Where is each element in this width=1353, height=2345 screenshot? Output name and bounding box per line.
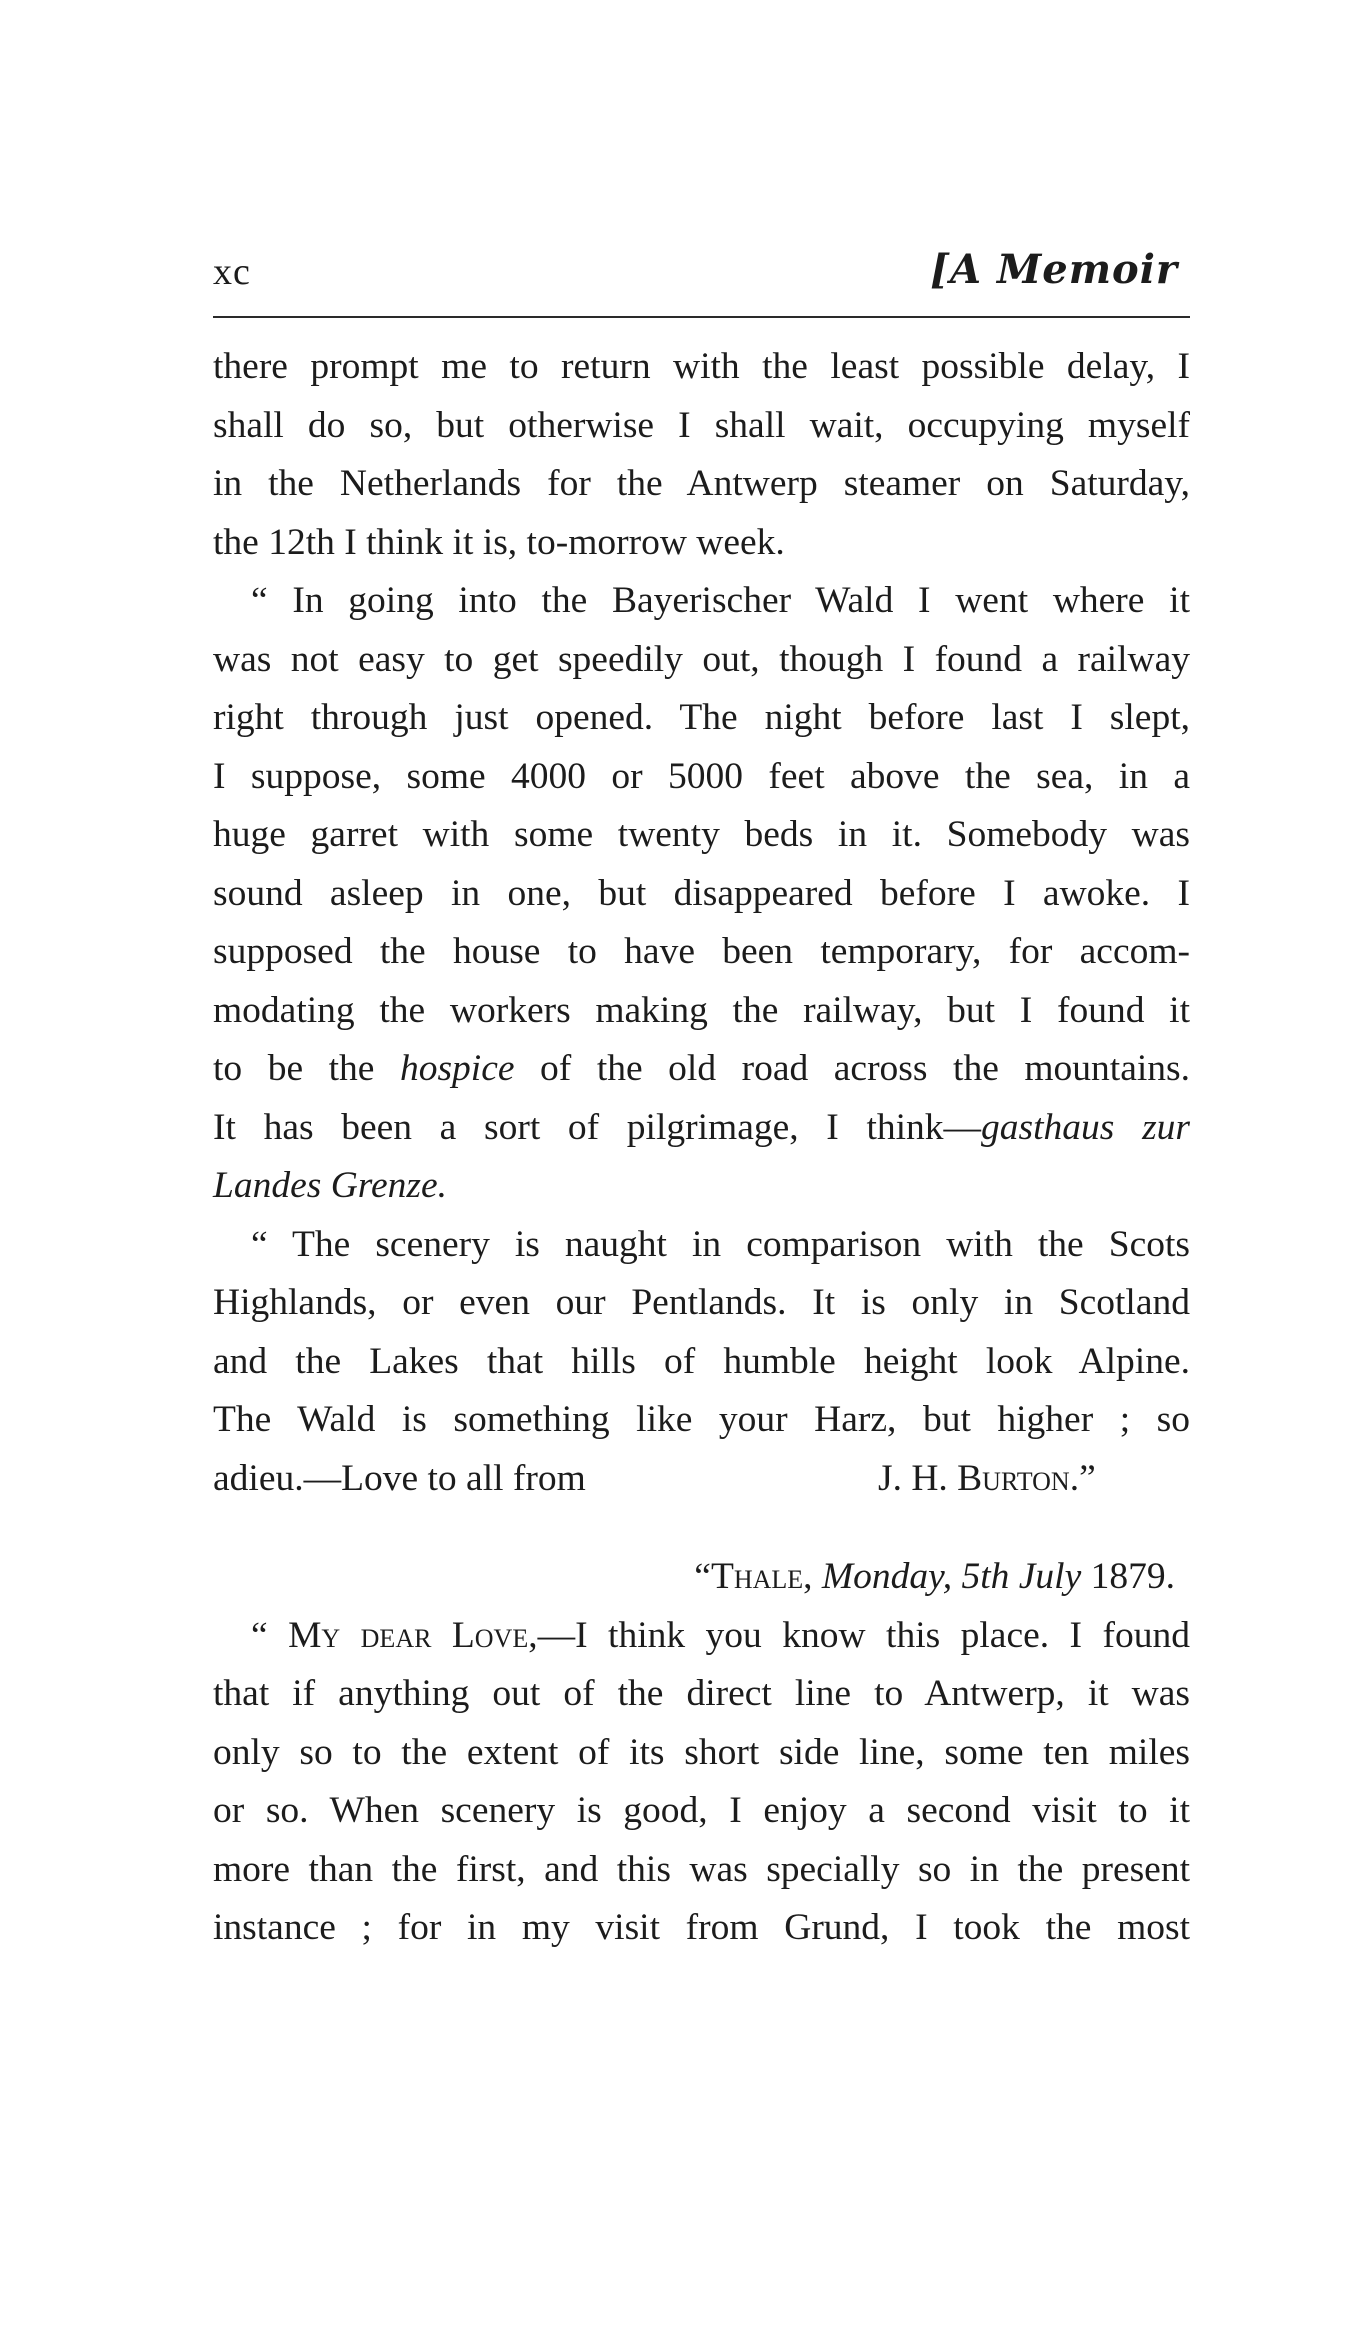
text-line: to be the hospice of the old road across the mountains. [213,1048,1190,1089]
text-line: adieu.—Love to all from J. H. Burton.” [213,1450,1190,1509]
text-line: It has been a sort of pilgrimage, I think—gasthaus zur [213,1106,1191,1148]
text-line: “ In going into the Bayerischer Wald I went where it [251,580,1190,621]
text-line: only so to the extent of its short side line, some ten miles [213,1731,1190,1773]
text-line: sound asleep in one, but disappeared before I awoke. I [213,872,1190,914]
text-line: that if anything out of the direct line to Antwerp, it was [213,1673,1190,1714]
header-rule [213,316,1190,318]
italic-term: hospice [399,1048,515,1089]
signature: J. H. Burton.” [878,1457,1096,1499]
italic-term: gasthaus zur [981,1106,1191,1148]
text-line: “ The scenery is naught in comparison with the Scots [251,1223,1190,1265]
text-line: and the Lakes that hills of humble height look Alpine. [213,1340,1190,1382]
dateline: “Thale, Monday, 5th July 1879. [694,1556,1175,1597]
text-line: right through just opened. The night before last I slept, [213,697,1190,738]
text-line: more than the first, and this was specially so in the present [213,1848,1190,1890]
text-line: in the Netherlands for the Antwerp steamer on Saturday, [213,463,1190,504]
text-line: modating the workers making the railway, but I found it [213,989,1190,1031]
salutation: My dear Love, [288,1614,538,1656]
text-line: “ My dear Love,—I think you know this place. I found [251,1614,1190,1656]
letter-text [213,338,1190,1958]
text-line: supposed the house to have been temporary, for accom- [213,931,1190,972]
text-line: The Wald is something like your Harz, but higher ; so [213,1399,1190,1440]
text-line: or so. When scenery is good, I enjoy a second visit to it [213,1790,1190,1831]
spacer [213,1508,1190,1548]
text-line: I suppose, some 4000 or 5000 feet above the sea, in a [213,755,1190,797]
italic-term: Landes Grenze. [213,1165,448,1206]
page-number: xc [213,251,251,293]
text-line: Highlands, or even our Pentlands. It is only in Scotland [213,1282,1190,1323]
text-line: there prompt me to return with the least possible delay, I [213,346,1190,387]
book-page [213,0,1190,2345]
running-title: [A Memoir [930,246,1178,293]
text-line: instance ; for in my visit from Grund, I took the most [213,1907,1190,1948]
running-head [213,240,1190,300]
text-line [213,1157,1190,1216]
text-line: shall do so, but otherwise I shall wait, occupying myself [213,404,1190,446]
text-line: was not easy to get speedily out, though I found a railway [213,638,1190,680]
text-line: the 12th I think it is, to-morrow week. [213,521,785,563]
text-line: huge garret with some twenty beds in it. Somebody was [213,814,1190,855]
